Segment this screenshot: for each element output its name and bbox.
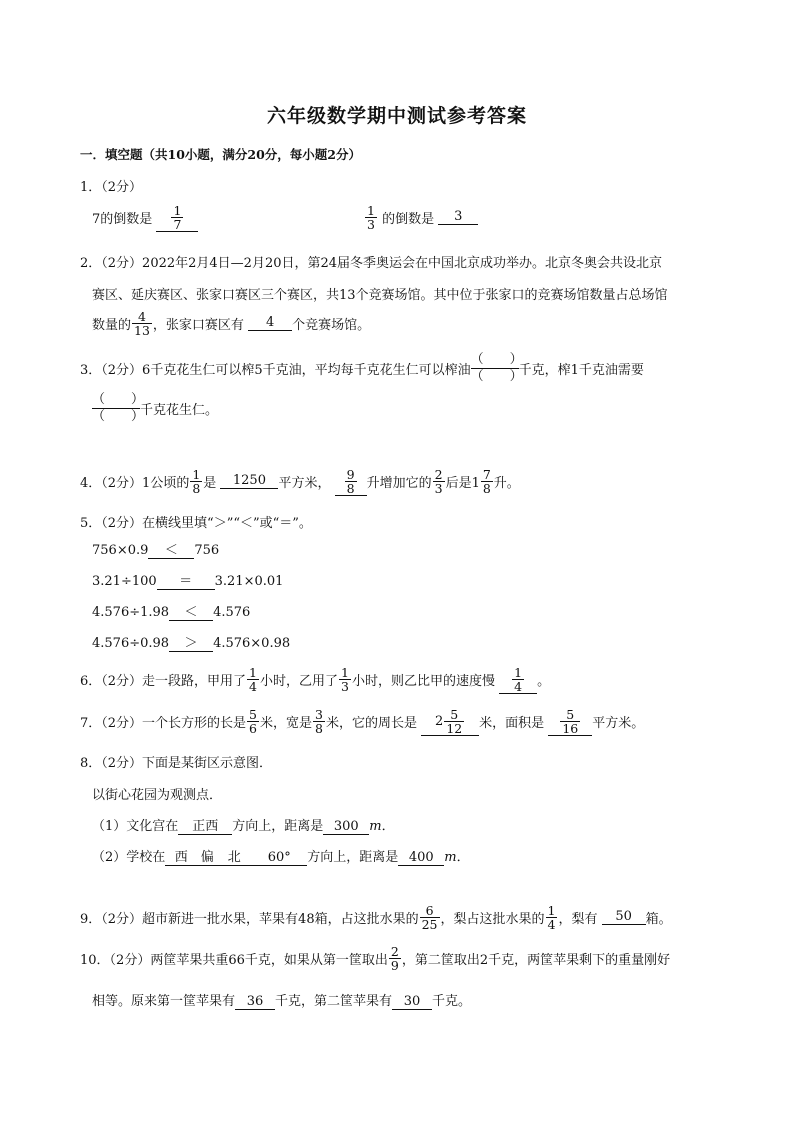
answer-blank: 西 bbox=[165, 851, 197, 866]
question-1-part-a: 7的倒数是 $\frac{1}{7}$ bbox=[92, 204, 198, 232]
question-2-line-2: 赛区、延庆赛区、张家口赛区三个赛区，共13个竞赛场馆。其中位于张家口的竞赛场馆数量占总场馆 bbox=[92, 288, 668, 303]
fraction: $\frac{6}{25}$ bbox=[421, 903, 438, 932]
answer-blank: 50 bbox=[602, 910, 646, 925]
answer-blank: 60° bbox=[251, 851, 307, 866]
section-heading: 一．填空题（共10小题，满分20分，每小题2分） bbox=[80, 147, 361, 162]
answer-blank: 36 bbox=[235, 995, 275, 1010]
fraction: $\frac{1}{3}$ bbox=[341, 665, 349, 694]
answer-blank: 1250 bbox=[220, 474, 278, 489]
fraction: $\frac{7}{8}$ bbox=[482, 467, 491, 496]
answer-blank: 30 bbox=[392, 995, 432, 1010]
answer-blank: ＜ bbox=[169, 606, 213, 621]
answer-blank: 偏 bbox=[197, 851, 217, 866]
answer-blank: $\frac{5}{16}$ bbox=[548, 708, 592, 736]
answer-fraction: $\frac{1}{7}$ bbox=[173, 203, 182, 232]
question-8-part-1: （1）文化宫在 正西 方向上，距离是 300 m． bbox=[92, 819, 395, 834]
question-8-sub: 以街心花园为观测点． bbox=[92, 788, 223, 803]
answer-blank: 300 bbox=[323, 820, 369, 835]
fraction: $\frac{1}{4}$ bbox=[249, 665, 257, 694]
answer-blank: 2 $\frac{5}{12}$ bbox=[421, 708, 479, 736]
answer-fraction-blank: （ ） （ ） bbox=[92, 392, 145, 424]
question-1-label: 1．（2分） bbox=[80, 180, 143, 195]
question-2-line-3: 数量的 $\frac{4}{13}$ ，张家口赛区有 4 个竞赛场馆。 bbox=[92, 309, 371, 338]
question-2-line-1: 2．（2分）2022年2月4日—2月20日，第24届冬季奥运会在中国北京成功举办。北京冬奥会共设北京 bbox=[80, 256, 663, 271]
answer-blank: 4 bbox=[248, 316, 292, 331]
comparison-row: 756×0.9 ＜ 756 bbox=[92, 543, 220, 558]
question-9: 9．（2分）超市新进一批水果，苹果有48箱，占这批水果的 $\frac{6}{25}$ ，梨占这批水果的 $\frac{1}{4}$ ，梨有 50 箱。 bbox=[80, 903, 672, 932]
fraction: $\frac{1}{8}$ bbox=[192, 467, 201, 496]
answer-blank: $\frac{1}{4}$ bbox=[499, 666, 537, 694]
question-7: 7．（2分）一个长方形的长是 $\frac{5}{6}$ 米，宽是 $\frac{3}{8}$ 米，它的周长是 2 $\frac{5}{12}$ 米，面积是 $\frac{5}{16}$ 平方米。 bbox=[80, 707, 645, 736]
fraction: $\frac{3}{8}$ bbox=[315, 707, 323, 736]
question-4: 4．（2分）1公顷的 $\frac{1}{8}$ 是 1250 平方米， $\frac{9}{8}$ 升增加它的 $\frac{2}{3}$ 后是1 $\frac{7}{8}$ 升。 bbox=[80, 467, 520, 496]
question-10-line-2: 相等。原来第一筐苹果有 36 千克，第二筐苹果有 30 千克。 bbox=[92, 994, 472, 1009]
answer-blank: 北 bbox=[217, 851, 251, 866]
question-3-line-1: 3．（2分）6千克花生仁可以榨5千克油，平均每千克花生仁可以榨油 （ ） （ ） 千克，榨1千克油需要 bbox=[80, 352, 644, 384]
question-3-line-2: （ ） （ ） 千克花生仁。 bbox=[92, 392, 219, 424]
fraction: $\frac{2}{3}$ bbox=[434, 467, 443, 496]
question-6: 6．（2分）走一段路，甲用了 $\frac{1}{4}$ 小时，乙用了 $\frac{1}{3}$ 小时，则乙比甲的速度慢 $\frac{1}{4}$ 。 bbox=[80, 665, 551, 694]
fraction: $\frac{1}{3}$ bbox=[367, 203, 375, 232]
comparison-row: 4.576÷1.98 ＜ 4.576 bbox=[92, 605, 251, 620]
answer-blank: ＝ bbox=[157, 575, 215, 590]
question-8-part-2: （2）学校在 西 偏 北 60° 方向上，距离是 400 m． bbox=[92, 850, 470, 865]
question-10-line-1: 10．（2分）两筐苹果共重66千克，如果从第一筐取出 $\frac{2}{9}$ ，第二筐取出2千克，两筐苹果剩下的重量刚好 bbox=[80, 944, 671, 973]
question-5-label: 5．（2分）在横线里填“＞”“＜”或“＝”。 bbox=[80, 516, 312, 531]
question-1-part-b: $\frac{1}{3}$ 的倒数是 3 bbox=[364, 204, 478, 231]
question-8-label: 8．（2分）下面是某街区示意图． bbox=[80, 756, 273, 771]
answer-blank bbox=[156, 204, 198, 232]
fraction: $\frac{5}{6}$ bbox=[249, 707, 257, 736]
answer-blank: 400 bbox=[398, 851, 444, 866]
fraction: $\frac{2}{9}$ bbox=[390, 944, 399, 973]
answer-blank: 3 bbox=[438, 210, 478, 225]
comparison-row: 4.576÷0.98 ＞ 4.576×0.98 bbox=[92, 636, 291, 651]
answer-blank: ＜ bbox=[148, 544, 194, 559]
fraction: $\frac{4}{13}$ bbox=[134, 309, 150, 338]
answer-blank: 正西 bbox=[178, 820, 232, 835]
fraction: $\frac{1}{4}$ bbox=[547, 903, 556, 932]
answer-fraction-blank: （ ） （ ） bbox=[470, 352, 523, 384]
page-title: 六年级数学期中测试参考答案 bbox=[266, 105, 527, 127]
answer-blank: ＞ bbox=[169, 637, 213, 652]
answer-blank: $\frac{9}{8}$ bbox=[335, 468, 367, 496]
comparison-row: 3.21÷100 ＝ 3.21×0.01 bbox=[92, 574, 284, 589]
